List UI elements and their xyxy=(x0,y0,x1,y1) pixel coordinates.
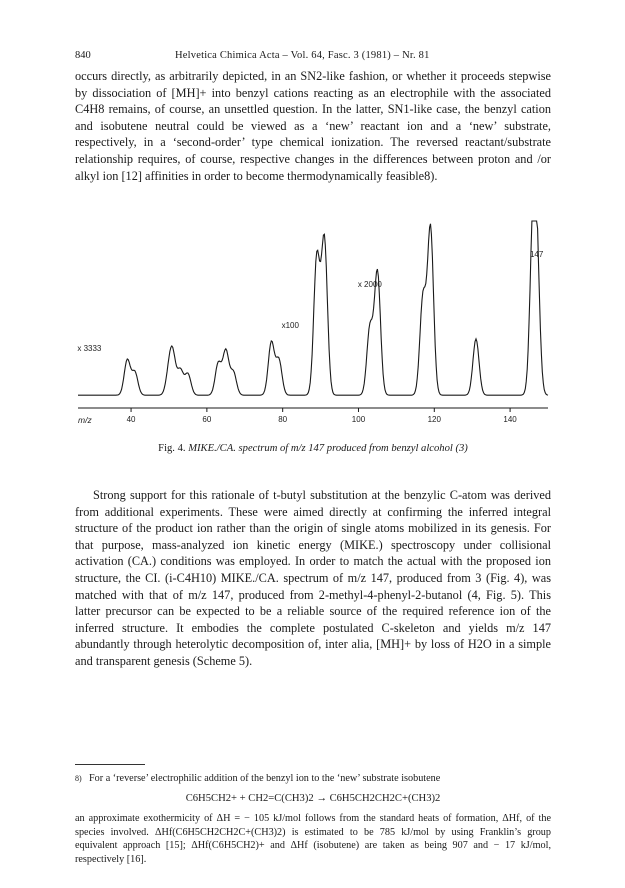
footnote-body: an approximate exothermicity of ΔH = − 105 kJ/mol follows from the standard heats of formation, ΔHf, of the species involved. ΔHf(C6H5CH2CH2C+(CH3)2) is estimated to be 785 kJ/mol by using Franklin’s group equivalent approach [15]; ΔHf(C6H5CH2)+ and ΔHf (isobutene) are taken as being 907 and − 17 kJ/mol, respectively [16]. xyxy=(75,813,551,865)
spectrum-chart xyxy=(72,215,552,437)
footnote-rule xyxy=(75,764,145,765)
annotation-label: 147 xyxy=(529,250,544,259)
body-paragraph-1: occurs directly, as arbitrarily depicted, in an SN2-like fashion, or whether it proceeds stepwise by dissociation of [MH]+ into benzyl cations reacting as an electrophile with the associated C4H8 remains, of course, an unsettled question. In the latter, SN1-like case, the benzyl cation and isobutene neutral could be viewed as a ‘new’ reactant ion and a ‘new’ substrate, respectively, in a ‘second-order’ type chemical ionization. The reversed reactant/substrate relationship requires, of course, respective changes in the differences between proton and /or alkyl ion [12] affinities in order to become thermodynamically feasible8). xyxy=(75,69,551,183)
x-tick-label: 60 xyxy=(202,415,212,424)
figure-caption xyxy=(75,443,551,454)
x-axis-ticks xyxy=(127,408,518,424)
x-axis-label: m/z xyxy=(78,415,92,425)
x-tick-label: 140 xyxy=(503,415,517,424)
caption-label: Fig. 4. xyxy=(158,443,186,454)
footnote-intro-text: For a ‘reverse’ electrophilic addition of the benzyl ion to the ‘new’ substrate isobutene xyxy=(89,773,441,784)
caption-text: MIKE./CA. spectrum of m/z 147 produced from benzyl alcohol (3) xyxy=(188,443,468,454)
page-number: 840 xyxy=(75,50,91,61)
annotation-label: x100 xyxy=(281,321,299,330)
footnote-mark: 8) xyxy=(75,774,82,783)
x-tick-label: 40 xyxy=(126,415,136,424)
running-title: Helvetica Chimica Acta – Vol. 64, Fasc. 3 (1981) – Nr. 81 xyxy=(175,50,430,61)
spectrum-trace xyxy=(78,221,548,395)
x-tick-label: 120 xyxy=(427,415,441,424)
footnote-equation: C6H5CH2+ + CH2=C(CH3)2 → C6H5CH2CH2C+(CH3)2 xyxy=(185,793,441,804)
footnote-intro xyxy=(75,772,551,786)
running-header xyxy=(75,50,550,64)
body-paragraph-2: Strong support for this rationale of t-butyl substitution at the benzylic C-atom was derived from additional experiments. These were aimed directly at confirming the inferred integral structure of the product ion rather than the origin of single atoms mobilized in its genesis. For that purpose, mass-analyzed ion kinetic energy (MIKE.) spectroscopy under collisional activation (CA.) conditions was employed. In order to match the actual with the proposed ion structure, the CI. (i-C4H10) MIKE./CA. spectrum of m/z 147, produced from 3 (Fig. 4), was matched with that of m/z 147, produced from 2-methyl-4-phenyl-2-butanol (4, Fig. 5). This latter precursor can be expected to be a reliable source of the required reference ion of the inferred structure. It embodies the complete postulated C-skeleton and yields m/z 147 abundantly through heterolytic decomposition of, inter alia, [MH]+ by loss of H2O in a simple and transparent genesis (Scheme 5). xyxy=(75,488,551,668)
x-tick-label: 100 xyxy=(351,415,366,424)
x-tick-label: 80 xyxy=(278,415,288,424)
annotation-label: x 2000 xyxy=(357,280,382,289)
annotations xyxy=(77,250,543,353)
annotation-label: x 3333 xyxy=(77,344,102,353)
